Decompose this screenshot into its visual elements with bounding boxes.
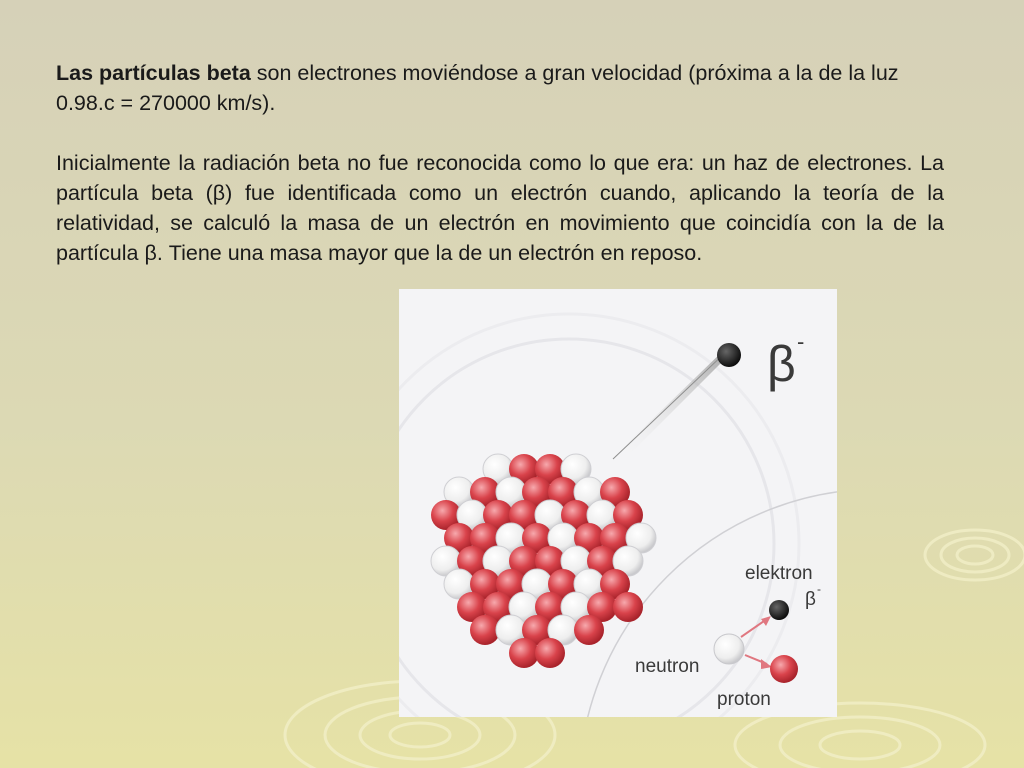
proton-ball — [509, 638, 539, 668]
beta-decay-illustration — [399, 289, 837, 717]
beta-symbol: β — [212, 181, 226, 205]
paragraph-explanation — [56, 148, 944, 268]
legend-neutron-label: neutron — [635, 656, 700, 677]
electron-arrowhead — [761, 616, 771, 626]
beta-minus-sign: - — [797, 329, 805, 354]
legend-electron-label: elektron — [745, 563, 813, 584]
explanation-part1: Inicialmente la radiación beta no fue reconocida como lo que era: un haz de electrones. La partícula beta ( — [56, 151, 944, 205]
paragraph-intro — [56, 58, 944, 118]
heading-term: Las partículas beta — [56, 61, 251, 85]
atomic-nucleus — [431, 454, 656, 668]
explanation-part3: . Tiene una masa mayor que la de un electrón en reposo. — [156, 241, 703, 265]
legend-proton-ball — [770, 655, 798, 683]
beta-label: β — [767, 336, 796, 392]
legend-electron-beta-sign: - — [817, 582, 821, 596]
proton-ball — [613, 592, 643, 622]
slide-body — [56, 58, 944, 268]
proton-ball — [535, 638, 565, 668]
proton-ball — [574, 615, 604, 645]
intro-text: son electrones moviéndose a gran velocidad (próxima a la de la luz 0.98.c = 270000 km/s). — [56, 61, 899, 115]
beta-electron — [717, 343, 741, 367]
legend-proton-label: proton — [717, 689, 771, 710]
beta-symbol: β — [144, 241, 157, 265]
explanation-part2: ) fue identificada como un electrón cuando, aplicando la teoría de la relatividad, se calculó la masa de un electrón en movimiento que coincidía con la de la partícula — [56, 181, 944, 265]
legend-electron-beta: β — [805, 589, 816, 610]
legend-neutron-ball — [714, 634, 744, 664]
legend-electron-ball — [769, 600, 789, 620]
